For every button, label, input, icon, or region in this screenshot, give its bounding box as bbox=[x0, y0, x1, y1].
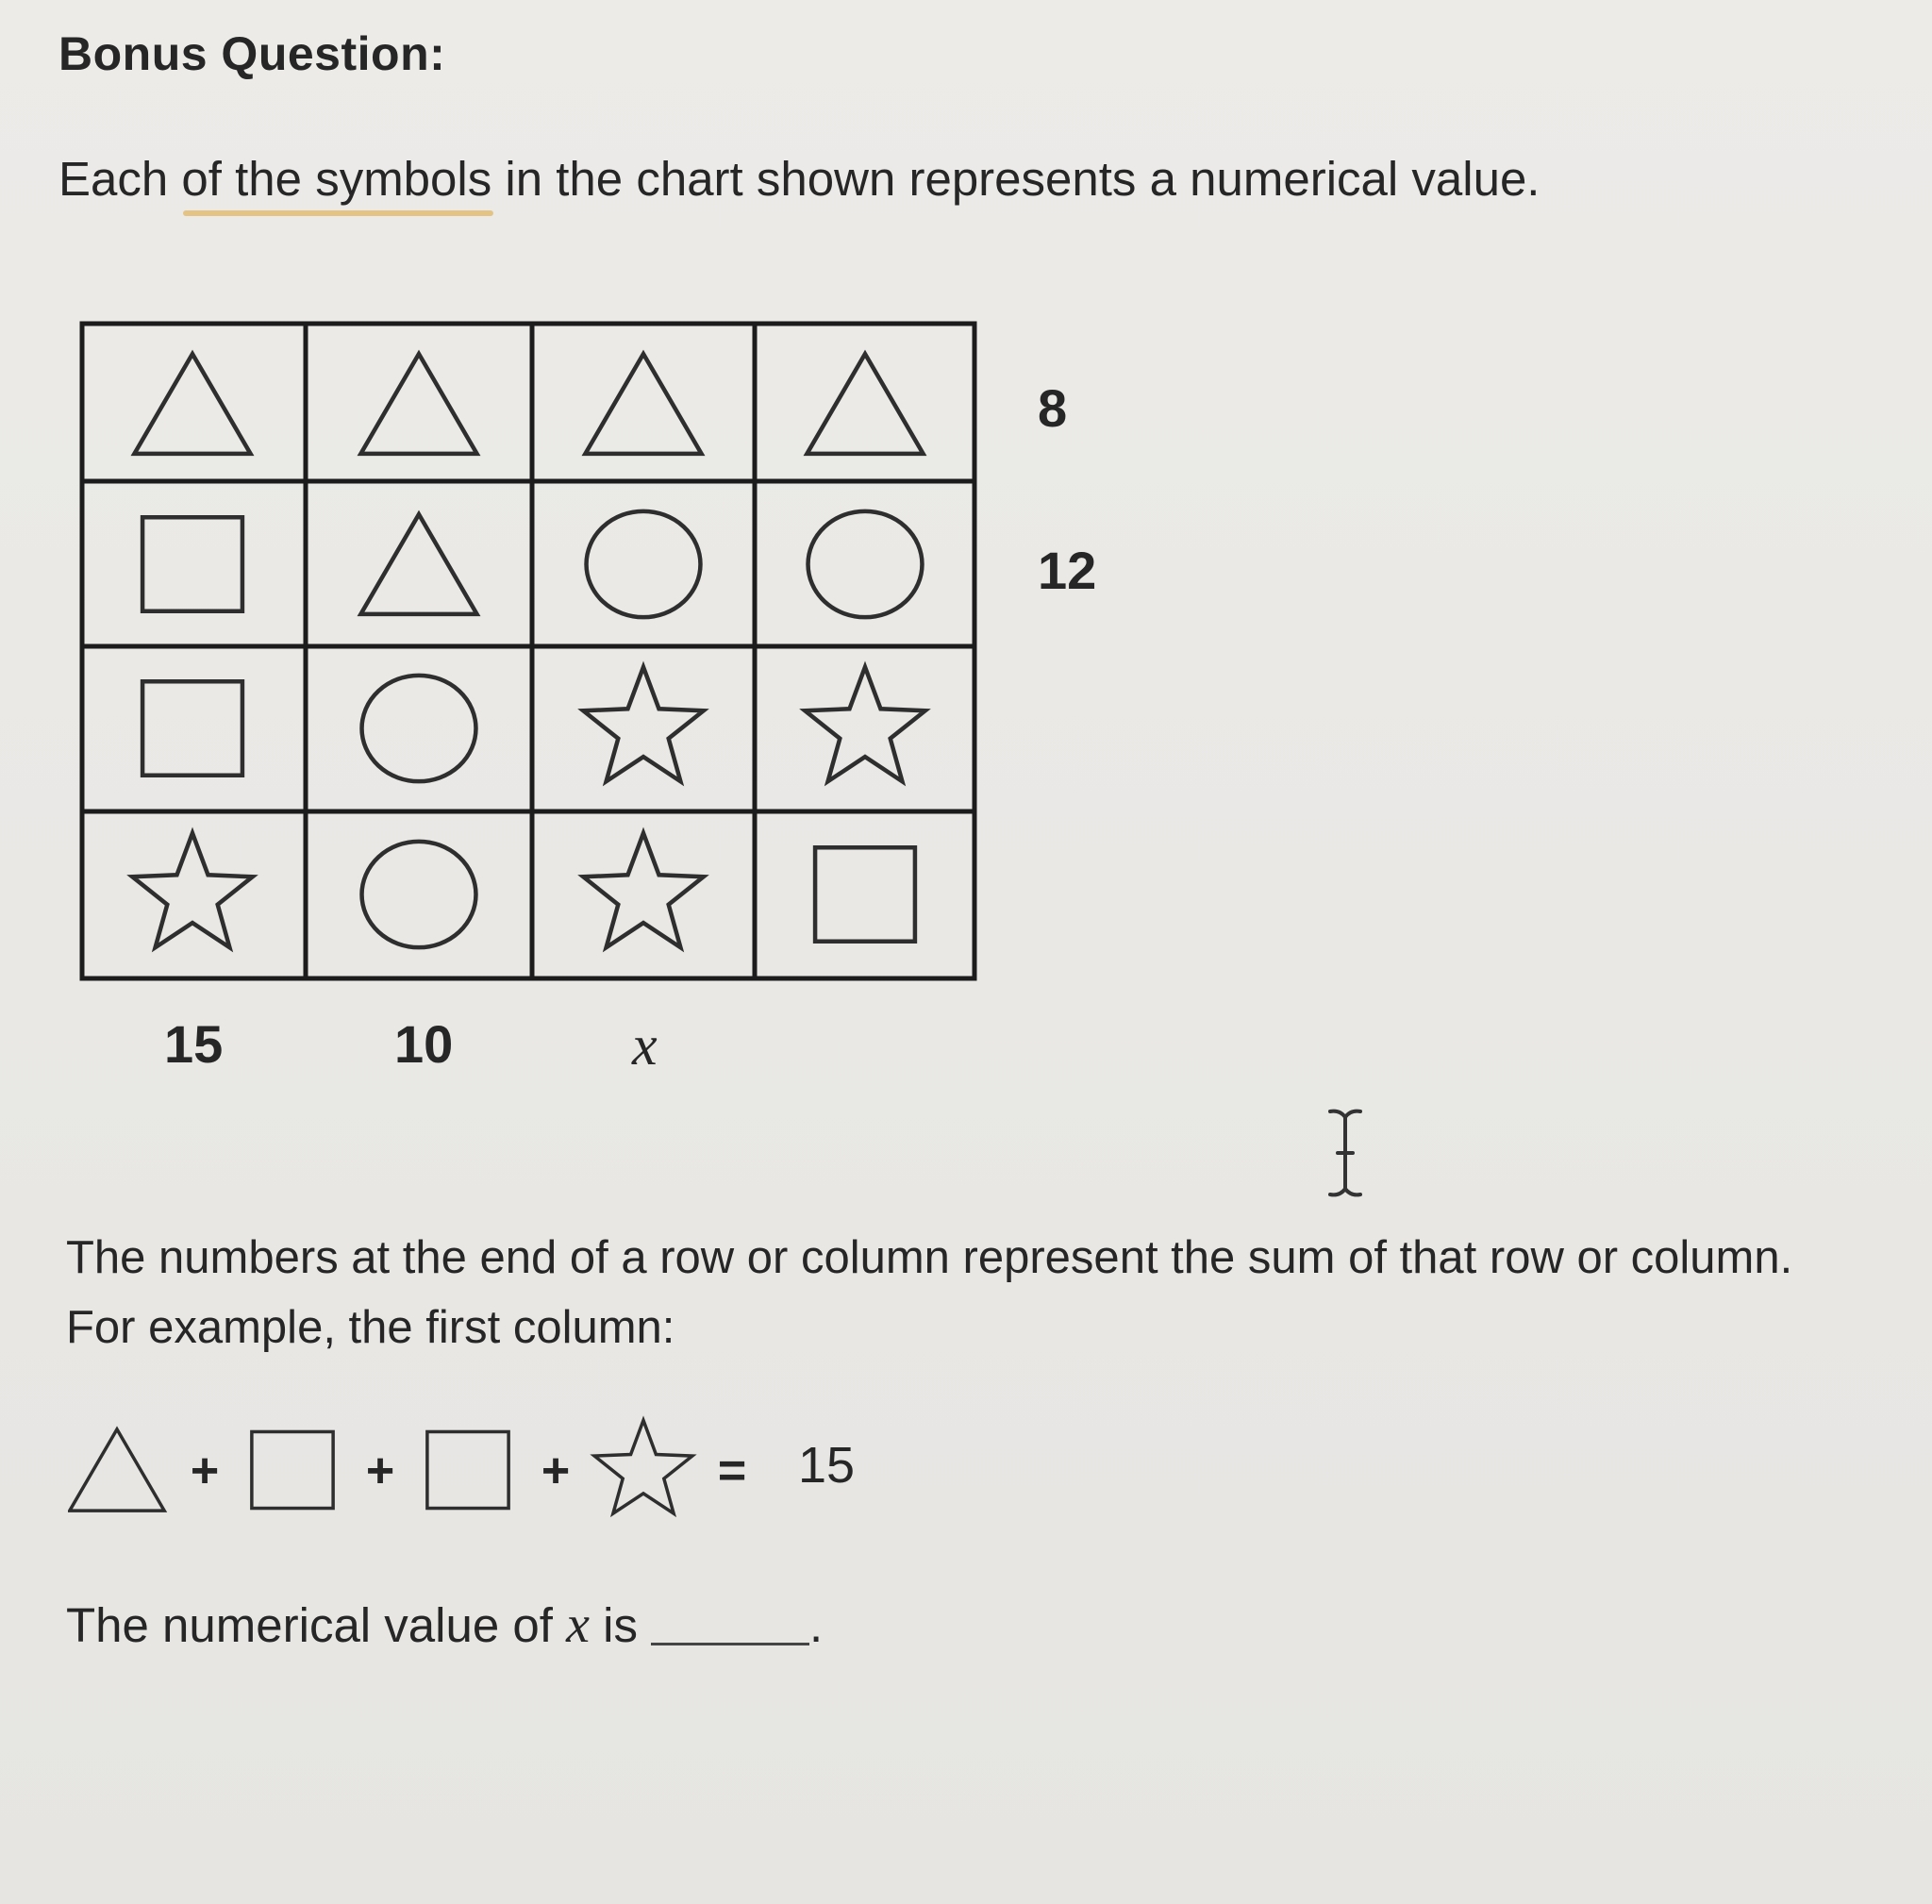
row-total-2: 12 bbox=[1038, 541, 1097, 600]
triangle-icon bbox=[134, 354, 250, 454]
star-icon bbox=[583, 667, 703, 781]
plus-operator: + bbox=[365, 1444, 395, 1498]
intro-text-start: Each bbox=[58, 152, 182, 206]
explanation-text bbox=[66, 1223, 1792, 1362]
column-total-2: 10 bbox=[394, 1014, 454, 1074]
equals-operator: = bbox=[717, 1444, 747, 1498]
triangle-icon bbox=[70, 1429, 164, 1511]
square-icon bbox=[252, 1431, 333, 1508]
star-icon bbox=[132, 833, 252, 947]
intro-text-highlight: of the symbols bbox=[181, 152, 492, 206]
circle-icon bbox=[587, 511, 701, 617]
star-icon bbox=[594, 1420, 692, 1513]
question-variable: x bbox=[566, 1595, 590, 1654]
circle-icon bbox=[362, 676, 476, 781]
text-cursor-icon bbox=[1317, 1106, 1374, 1200]
question-middle: is bbox=[589, 1598, 638, 1652]
explanation-line-1: The numbers at the end of a row or column represent the sum of that row or column. bbox=[66, 1232, 1793, 1283]
column-total-3: x bbox=[632, 1014, 658, 1077]
plus-operator: + bbox=[190, 1444, 220, 1498]
triangle-icon bbox=[360, 354, 476, 454]
circle-icon bbox=[362, 842, 476, 947]
example-equation bbox=[68, 1411, 917, 1534]
grid-border bbox=[82, 324, 974, 978]
star-icon bbox=[583, 833, 703, 947]
explanation-line-2: For example, the first column: bbox=[66, 1302, 675, 1353]
equation-result: 15 bbox=[798, 1437, 856, 1494]
star-icon bbox=[805, 667, 924, 781]
square-icon bbox=[427, 1431, 508, 1508]
question-prefix: The numerical value of bbox=[66, 1598, 567, 1652]
intro-text bbox=[58, 151, 1540, 207]
plus-operator: + bbox=[541, 1444, 571, 1498]
grid-shapes bbox=[132, 354, 924, 947]
answer-blank[interactable] bbox=[651, 1642, 809, 1645]
column-total-1: 15 bbox=[164, 1014, 224, 1074]
question-suffix: . bbox=[808, 1598, 824, 1652]
triangle-icon bbox=[807, 354, 923, 454]
triangle-icon bbox=[360, 514, 476, 614]
square-icon bbox=[142, 517, 242, 610]
square-icon bbox=[815, 847, 915, 941]
square-icon bbox=[142, 681, 242, 775]
page-title: Bonus Question: bbox=[58, 27, 446, 80]
grid-lines bbox=[82, 324, 974, 978]
circle-icon bbox=[808, 511, 923, 617]
row-total-1: 8 bbox=[1038, 378, 1068, 438]
question-text bbox=[66, 1595, 823, 1655]
equation-terms bbox=[70, 1420, 746, 1513]
triangle-icon bbox=[585, 354, 701, 454]
intro-text-end: in the chart shown represents a numerical value. bbox=[491, 152, 1541, 206]
symbol-grid bbox=[79, 321, 977, 981]
